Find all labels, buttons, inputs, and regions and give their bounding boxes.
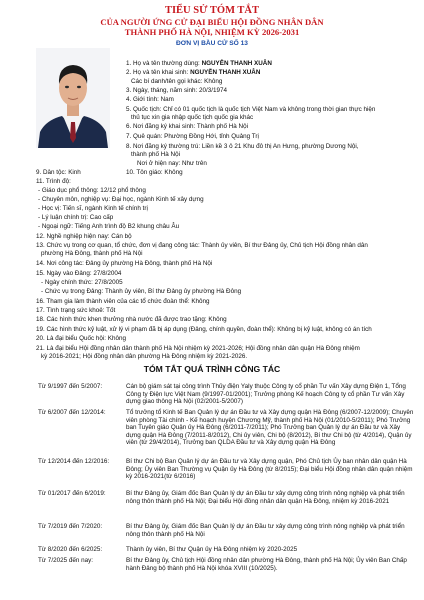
education-language: - Ngoại ngữ: Tiếng Anh trình độ B2 khung châu Âu [38,223,180,230]
candidate-photo [36,48,110,148]
work-description: Bí thư Đảng ủy, Giám đốc Ban Quản lý dự án Đầu tư xây dựng công trình nông nghiệp và phát triển nông thôn thành phố Hà Nội; Đại biểu Hội đồng nhân dân quận Hà Đông, nhiệm kỳ 2016-2021 [126,490,405,505]
ethnicity: 9. Dân tộc: Kinh [36,169,81,176]
document-subtitle: CỦA NGƯỜI ỨNG CỬ ĐẠI BIỂU HỘI ĐỒNG NHÂN DÂN [100,17,324,27]
electoral-unit: ĐƠN VỊ BẦU CỬ SỐ 13 [176,40,248,47]
work-period: Từ 8/2020 đến 6/2025: [38,546,103,553]
birth-registration: 6. Nơi đăng ký khai sinh: Thành phố Hà Nội [126,123,248,130]
work-period: Từ 7/2019 đến 7/2020: [38,523,103,530]
aliases: Các bí danh/tên gọi khác: Không [131,78,223,85]
work-period: Từ 7/2025 đến nay: [38,557,93,564]
education-political: - Lý luận chính trị: Cao cấp [38,214,114,221]
education-general: - Giáo dục phổ thông: 12/12 phổ thông [38,187,146,194]
work-period: Từ 9/1997 đến 5/2007: [38,383,103,390]
education-professional: - Chuyên môn, nghiệp vụ: Đại học, ngành Kinh tế xây dựng [38,196,204,203]
health: 17. Tình trạng sức khoẻ: Tốt [36,307,116,314]
work-period: Từ 01/2017 đến 6/2019: [38,490,106,497]
hometown: 7. Quê quán: Phường Đồng Hới, tỉnh Quảng Trị [126,133,259,140]
document-term: THÀNH PHỐ HÀ NỘI, NHIỆM KỲ 2026-2031 [124,27,300,37]
awards: 18. Các hình thức khen thưởng nhà nước đã được trao tặng: Không [36,316,227,323]
current-residence: Nơi ở hiện nay: Như trên [137,160,207,167]
gender: 4. Giới tính: Nam [126,96,174,103]
permanent-residence-cont: thành phố Hà Nội [131,151,181,158]
national-assembly: 20. Là đại biểu Quốc hội: Không [36,335,126,342]
work-description: Bí thư Chi bộ Ban Quản lý dự án Đầu tư và Xây dựng quận, Phó Chủ tịch Ủy ban nhân dân quận Hà Đông; Ủy viên Ban Thường vụ Quận ủy Hà Đông (từ 8/2015); Đại biểu Hội đồng nhân dân quận nhiệm kỳ 2016-2021(từ 6/2016) [126,458,413,481]
position-cont: phường Hà Đông, thành phố Hà Nội [41,250,143,257]
education-degree: - Học vị: Tiến sĩ, ngành Kinh tế chính trị [38,205,148,212]
nationality-cont: thủ tục xin gia nhập quốc tịch quốc gia khác [131,114,254,121]
work-description: Bí thư Đảng ủy, Giám đốc Ban Quản lý dự án Đầu tư xây dựng công trình nông nghiệp và phát triển nông thôn thành phố Hà Nội [126,523,405,538]
party-official-date: - Ngày chính thức: 27/8/2005 [41,279,123,286]
work-description: Thành ủy viên, Bí thư Quận ủy Hà Đông nhiệm kỳ 2020-2025 [126,546,298,553]
workplace: 14. Nơi công tác: Đảng ủy phường Hà Đông, thành phố Hà Nội [36,260,213,267]
common-name: 1. Họ và tên thường dùng: NGUYỄN THANH XUÂN [126,60,272,67]
work-description: Tổ trưởng tổ Kinh tế Ban Quản lý dự án Đầu tư và Xây dựng quận Hà Đông (6/2007-12/2009); Chuyên viên phòng Tài chính - Kế hoạch huyện Chương Mỹ, thành phố Hà Nội (01/2010-5/2011); Phó Trưởng ban Tuyên giáo Quận ủy Hà Đông (6/2011-7/2011); Phó Trưởng ban Quản lý dự án Đầu tư và Xây dựng quận Hà Đông (7/2011-8/2012), Chi ủy viên, Chi bộ (8/2012), Bí thư Chi bộ (từ 4/2014), Quận ủy viên (từ 29/4/2014), Trưởng ban QLDA Đầu tư và Xây dựng quận Hà Đông [126,409,414,447]
birth-date: 3. Ngày, tháng, năm sinh: 20/3/1974 [126,87,228,94]
work-description: Bí thư Đảng ủy, Chủ tịch Hội đồng nhân dân phường Hà Đông, thành phố Hà Nội; Ủy viên Ban Chấp hành Đảng bộ thành phố Hà Nội khóa XVIII (10/2025). [126,557,407,572]
council-delegate-cont: kỳ 2016-2021; Hội đồng nhân dân phường Hà Đông nhiệm kỳ 2021-2026. [41,353,248,360]
position: 13. Chức vụ trong cơ quan, tổ chức, đơn vị đang công tác: Thành ủy viên, Bí thư Đảng ủy, Chủ tịch Hội đồng nhân dân [36,242,368,249]
discipline: 19. Các hình thức kỷ luật, xử lý vi phạm đã bị áp dụng (Đảng, chính quyền, đoàn thể): Không bị kỷ luật, không có án tích [36,326,372,333]
work-period: Từ 6/2007 đến 12/2014: [38,409,106,416]
occupation: 12. Nghề nghiệp hiện nay: Cán bộ [36,233,132,240]
permanent-residence: 8. Nơi đăng ký thường trú: Liền kề 3 ô 21 Khu đô thị An Hưng, phường Dương Nội, [126,143,359,150]
party-position: - Chức vụ trong Đảng: Thành ủy viên, Bí thư Đảng ủy phường Hà Đông [41,288,242,295]
education-heading: 11. Trình độ: [36,178,71,185]
party-join-date: 15. Ngày vào Đảng: 27/8/2004 [36,270,122,277]
work-period: Từ 12/2014 đến 12/2016: [38,458,110,465]
religion: 10. Tôn giáo: Không [126,169,183,176]
council-delegate: 21. Là đại biểu Hội đồng nhân dân thành phố Hà Nội nhiệm kỳ 2021-2026; Hội đồng nhân dân quận Hà Đông nhiệm [36,345,360,352]
work-description: Cán bộ giám sát tại công trình Thủy điện Yaly thuộc Công ty cổ phần Tư vấn Xây dựng Điện 1, Tổng Công ty Điện lực Việt Nam (9/1997-01/2001); Trưởng phòng Kế hoạch Công ty cổ phần Tư vấn Xây dựng giao thông Hà Nội (02/2001-5/2007) [126,383,406,406]
nationality: 5. Quốc tịch: Chỉ có 01 quốc tịch là quốc tịch Việt Nam và không trong thời gian thực hiện [126,106,376,113]
birth-name: 2. Họ và tên khai sinh: NGUYỄN THANH XUÂN [126,69,261,76]
document-title: TIỂU SỬ TÓM TẮT [164,5,260,16]
work-history-title: TÓM TẮT QUÁ TRÌNH CÔNG TÁC [143,364,281,374]
organizations: 16. Tham gia làm thành viên của các tổ chức đoàn thể: Không [36,298,210,305]
